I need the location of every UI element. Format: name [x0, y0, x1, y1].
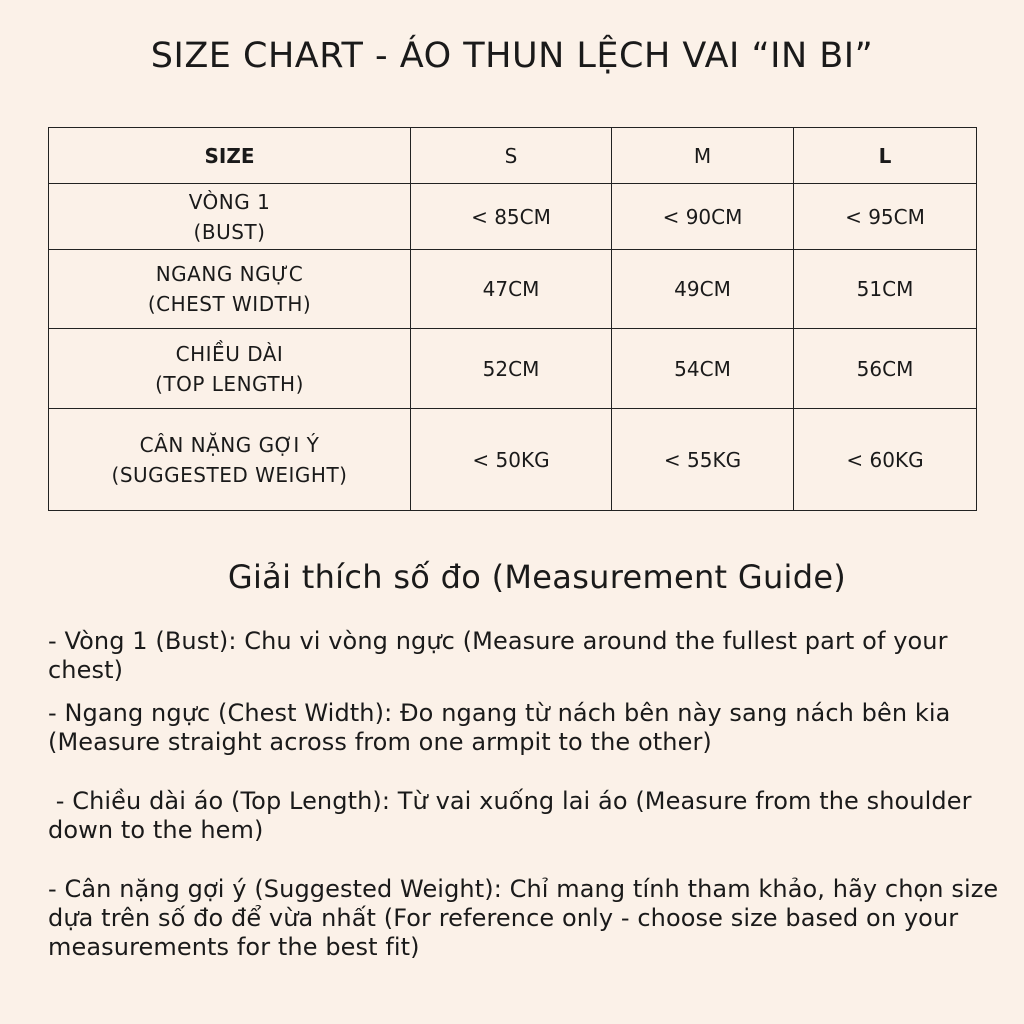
row-label-vi: NGANG NGỰC — [155, 262, 304, 286]
row-label-en: (CHEST WIDTH) — [147, 292, 312, 316]
header-size-m: M — [612, 128, 794, 184]
cell-value: < 55KG — [612, 409, 794, 511]
guide-item-chest-width: - Ngang ngực (Chest Width): Đo ngang từ nách bên này sang nách bên kia (Measure straight across from one armpit to the other) — [48, 699, 951, 756]
row-label — [49, 250, 411, 329]
row-label-en: (SUGGESTED WEIGHT) — [111, 462, 348, 487]
table-row-suggested-weight — [49, 409, 977, 511]
table-row-bust — [49, 184, 977, 250]
size-chart-table — [48, 127, 977, 511]
row-label-vi: CHIỀU DÀI — [175, 341, 284, 366]
cell-value: 49CM — [612, 250, 794, 329]
row-label-en: (BUST) — [193, 219, 266, 244]
row-label — [49, 329, 411, 409]
table-row-chest-width — [49, 250, 977, 329]
header-size-label: SIZE — [49, 128, 411, 184]
cell-value: 56CM — [794, 329, 977, 409]
row-label — [49, 184, 411, 250]
cell-value: 52CM — [411, 329, 612, 409]
cell-value: 47CM — [411, 250, 612, 329]
guide-item-suggested-weight: - Cân nặng gợi ý (Suggested Weight): Chỉ mang tính tham khảo, hãy chọn size dựa trên số đo để vừa nhất (For reference only - choose size based on your measurements for the best fit) — [48, 875, 999, 961]
row-label-vi: VÒNG 1 — [188, 189, 271, 214]
header-size-l: L — [794, 128, 977, 184]
page-title: SIZE CHART - ÁO THUN LỆCH VAI “IN BI” — [150, 36, 874, 76]
measurement-guide-title: Giải thích số đo (Measurement Guide) — [227, 558, 847, 596]
row-label-en: (TOP LENGTH) — [155, 371, 304, 396]
cell-value: < 50KG — [411, 409, 612, 511]
cell-value: < 85CM — [411, 184, 612, 250]
header-size-s: S — [411, 128, 612, 184]
guide-item-top-length: - Chiều dài áo (Top Length): Từ vai xuống lai áo (Measure from the shoulder down to the hem) — [48, 787, 980, 844]
guide-item-bust: - Vòng 1 (Bust): Chu vi vòng ngực (Measure around the fullest part of your chest) — [48, 627, 948, 684]
table-header-row — [49, 128, 977, 184]
cell-value: < 90CM — [612, 184, 794, 250]
row-label — [49, 409, 411, 511]
cell-value: < 60KG — [794, 409, 977, 511]
cell-value: 54CM — [612, 329, 794, 409]
row-label-vi: CÂN NẶNG GỢI Ý — [139, 432, 320, 457]
cell-value: < 95CM — [794, 184, 977, 250]
cell-value: 51CM — [794, 250, 977, 329]
table-row-top-length — [49, 329, 977, 409]
